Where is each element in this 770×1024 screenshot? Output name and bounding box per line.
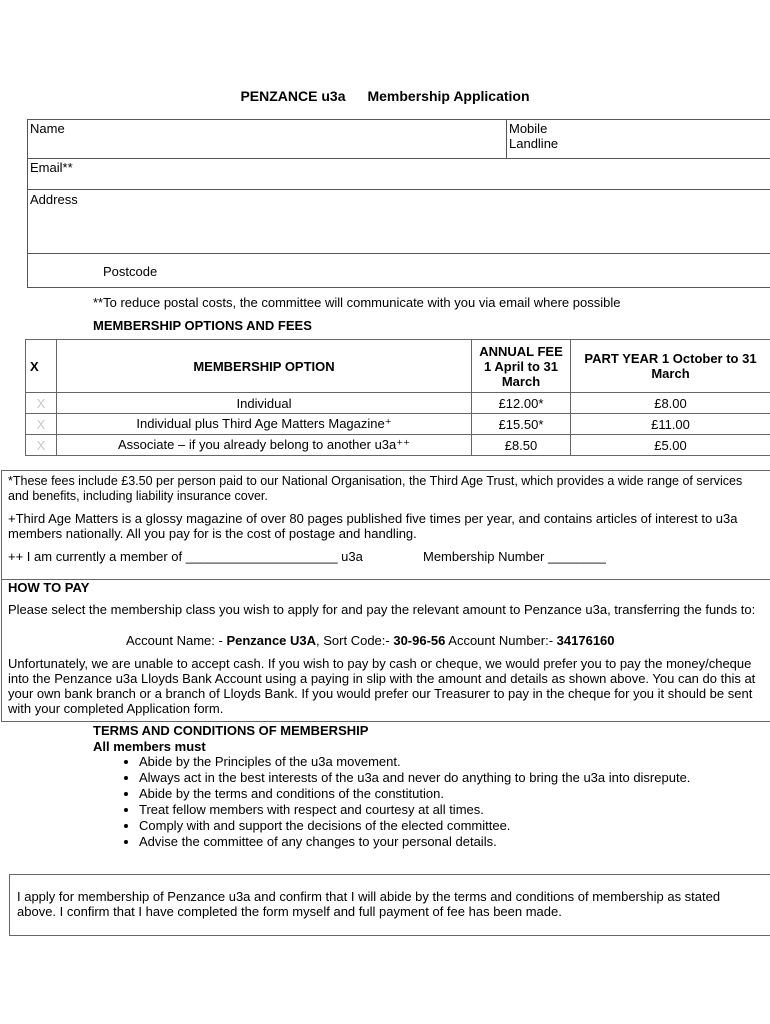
- account-name-label: Account Name: -: [126, 633, 227, 648]
- table-row: [26, 414, 770, 435]
- options-heading: MEMBERSHIP OPTIONS AND FEES: [93, 318, 312, 333]
- email-note: **To reduce postal costs, the committee will communicate with you via email where possible: [93, 295, 621, 310]
- page-title: [0, 88, 770, 104]
- member-of-line[interactable]: ++ I am currently a member of _____________________ u3a: [8, 549, 363, 564]
- list-item: • Advise the committee of any changes to your personal details.: [139, 834, 699, 850]
- list-item: • Abide by the Principles of the u3a movement.: [139, 754, 699, 770]
- option-cell: Associate – if you already belong to another u3a⁺⁺: [57, 435, 472, 456]
- annual-fee-cell: £15.50*: [472, 414, 571, 435]
- declaration-text: I apply for membership of Penzance u3a and confirm that I will abide by the terms and conditions of membership as stated above. I confirm that I have completed the form myself and full payment of fee has been made.: [17, 889, 721, 919]
- membership-number-line[interactable]: Membership Number ________: [423, 549, 606, 564]
- list-item: • Always act in the best interests of the u3a and never do anything to bring the u3a into disrepute.: [139, 770, 699, 786]
- part-fee-cell: £11.00: [571, 414, 770, 435]
- select-checkbox[interactable]: X: [26, 393, 57, 414]
- list-item: • Treat fellow members with respect and courtesy at all times.: [139, 802, 699, 818]
- col-x: X: [26, 340, 57, 393]
- fees-table: [25, 339, 770, 456]
- email-field[interactable]: Email**: [30, 160, 73, 175]
- sort-code-label: , Sort Code:-: [316, 633, 394, 648]
- list-item: • Comply with and support the decisions of the elected committee.: [139, 818, 699, 834]
- col-option: MEMBERSHIP OPTION: [57, 340, 472, 393]
- address-field[interactable]: Address: [30, 192, 78, 207]
- name-field[interactable]: Name: [30, 121, 65, 136]
- part-fee-cell: £5.00: [571, 435, 770, 456]
- account-details: [126, 633, 766, 648]
- cash-note: Unfortunately, we are unable to accept cash. If you wish to pay by cash or cheque, we would prefer you to pay the money/cheque into the Penzance u3a Lloyds Bank Account using a paying in slip with the amount and details as shown above. You can do this at your own bank branch or a branch of Lloyds Bank. If you would prefer our Treasurer to pay in the cheque for you it should be sent with your completed Application form.: [8, 656, 756, 716]
- terms-heading: TERMS AND CONDITIONS OF MEMBERSHIP: [93, 723, 369, 738]
- option-cell: Individual plus Third Age Matters Magazine⁺: [57, 414, 472, 435]
- annual-fee-cell: £8.50: [472, 435, 571, 456]
- account-number-label: Account Number:-: [445, 633, 557, 648]
- how-to-pay-heading: HOW TO PAY: [8, 580, 90, 595]
- list-item: • Abide by the terms and conditions of the constitution.: [139, 786, 699, 802]
- terms-list: [113, 754, 699, 850]
- fees-table-header: [26, 340, 770, 393]
- mobile-field[interactable]: Mobile: [509, 121, 548, 136]
- option-cell: Individual: [57, 393, 472, 414]
- magazine-note: +Third Age Matters is a glossy magazine of over 80 pages published five times per year, and contains articles of interest to u3a members nationally. All you pay for is the cost of postage and handling.: [8, 511, 738, 541]
- annual-fee-cell: £12.00*: [472, 393, 571, 414]
- postcode-field[interactable]: Postcode: [103, 264, 158, 279]
- how-to-pay-intro: Please select the membership class you wish to apply for and pay the relevant amount to Penzance u3a, transferring the funds to:: [8, 602, 756, 617]
- select-checkbox[interactable]: X: [26, 435, 57, 456]
- col-part: PART YEAR 1 October to 31 March: [571, 340, 770, 393]
- sort-code: 30-96-56: [393, 633, 446, 648]
- table-row: [26, 435, 770, 456]
- org-name: PENZANCE u3a: [240, 88, 346, 104]
- table-row: [26, 393, 770, 414]
- form-title: Membership Application: [367, 88, 530, 104]
- account-name: Penzance U3A: [226, 633, 317, 648]
- account-number: 34176160: [556, 633, 615, 648]
- terms-subheading: All members must: [93, 739, 206, 754]
- col-annual: ANNUAL FEE 1 April to 31 March: [472, 340, 571, 393]
- landline-field[interactable]: Landline: [509, 136, 559, 151]
- select-checkbox[interactable]: X: [26, 414, 57, 435]
- part-fee-cell: £8.00: [571, 393, 770, 414]
- fees-note: *These fees include £3.50 per person paid to our National Organisation, the Third Age Trust, which provides a wide range of services and benefits, including liability insurance cover.: [8, 474, 743, 503]
